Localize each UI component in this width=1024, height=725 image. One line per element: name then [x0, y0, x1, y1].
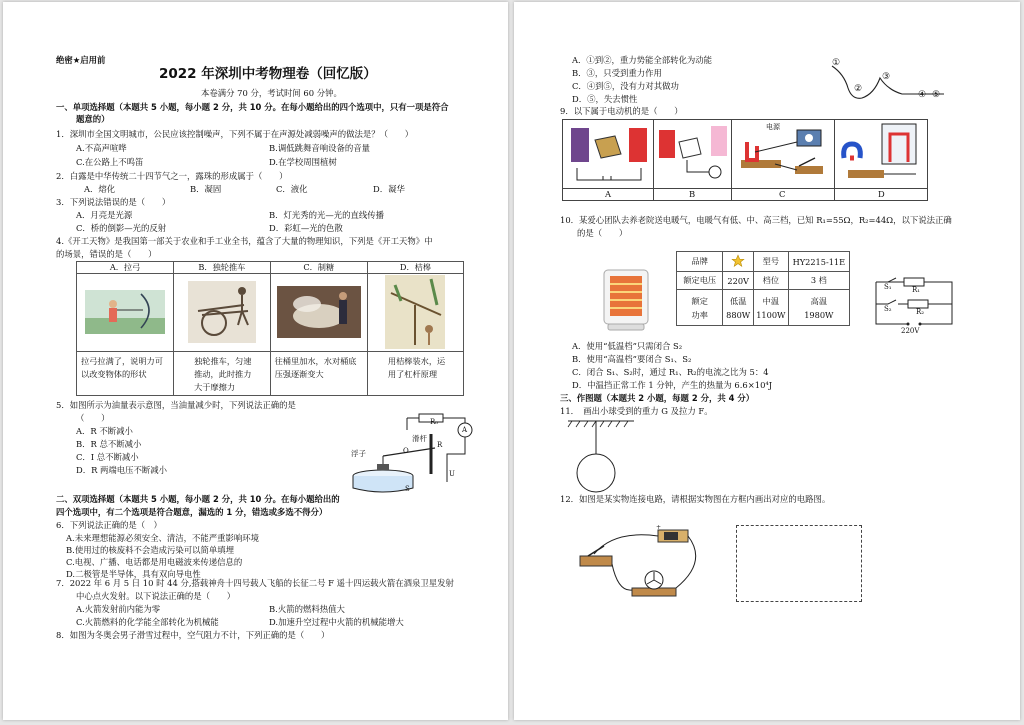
- q8-option-a: A．①到②，重力势能全部转化为动能: [572, 55, 713, 65]
- page-left: [3, 2, 508, 720]
- q5-label-r0: R₀: [430, 418, 439, 426]
- q9-option-a-image: [567, 124, 651, 186]
- q7-option-a: A.火箭发射前内能为零: [76, 604, 161, 614]
- q8-mark-4: ④: [918, 90, 927, 100]
- q7-option-d: D.加速升空过程中火箭的机械能增大: [269, 617, 404, 627]
- q4-header-b: B．独轮推车: [174, 262, 270, 274]
- secret-label: 绝密★启用前: [56, 55, 106, 65]
- q4-desc-b: [174, 352, 270, 396]
- q2-option-d: D．凝华: [373, 184, 405, 194]
- q4-header-a: A．拉弓: [77, 262, 174, 274]
- q10-voltage-value: 220V: [723, 272, 754, 290]
- q10-option-c: C．闭合 S₁、S₂时，通过 R₁、R₂的电流之比为 5：4: [572, 367, 769, 377]
- q10-stem: 10．某爱心团队去养老院送电暖气，电暖气有低、中、高三档，已知 R₁=55Ω，R₂=44Ω，以下说法正确: [560, 215, 952, 225]
- q10-circuit-s1: S₁: [884, 283, 892, 291]
- q5-label-switch: S: [405, 485, 410, 493]
- q10-low-watts: 880W: [726, 309, 751, 320]
- q8-option-c: C．④到⑤，没有力对其做功: [572, 81, 679, 91]
- q10-option-d: D．中温挡正常工作 1 分钟，产生的热量为 6.6×10⁴J: [572, 380, 773, 390]
- q2-option-b: B．凝固: [190, 184, 222, 194]
- q10-low-label: 低温: [730, 295, 747, 306]
- q10-mid: [754, 290, 789, 326]
- q11-stem: 11． 画出小球受到的重力 G 及拉力 F。: [560, 406, 713, 416]
- section-1-title: 一、单项选择题（本题共 5 小题，每小题 2 分，共 10 分。在每小题给出的四个选项中，只有一项是符合: [56, 102, 449, 112]
- q6-option-c: C.电视、广播、电话都是用电磁波来传递信息的: [66, 557, 243, 567]
- q3-option-c: C．桥的倒影—光的反射: [76, 223, 167, 233]
- q10-circuit-r1: R₁: [912, 286, 921, 294]
- q3-stem: 3．下列说法错误的是（ ）: [56, 197, 171, 207]
- q12-stem: 12．如图是某实物连接电路，请根据实物图在方框内画出对应的电路图。: [560, 494, 831, 504]
- q6-option-d: D.二极管是半导体，具有双向导电性: [66, 569, 201, 579]
- q4-header-c: C．制糖: [270, 262, 367, 274]
- q9-option-c: C: [779, 189, 786, 199]
- q10-model-label: 型号: [754, 252, 789, 272]
- q11-pendulum-diagram: [566, 417, 636, 497]
- q12-physical-circuit: [574, 522, 714, 602]
- q9-stem: 9．以下属于电动机的是（ ）: [560, 106, 683, 116]
- q10-high-watts: 1980W: [804, 309, 834, 320]
- q3-option-d: D．彩虹—光的色散: [269, 223, 343, 233]
- q5-option-c: C．I 总不断减小: [76, 452, 139, 462]
- q5-option-a: A．R 不断减小: [76, 426, 133, 436]
- q10-circuit-voltage: 220V: [901, 327, 920, 335]
- q9-power-label: 电源: [766, 123, 780, 131]
- q2-option-a: A．熔化: [84, 184, 116, 194]
- q4-desc-b-line1: 独轮推车，匀速: [194, 356, 252, 366]
- q6-option-a: A.未来理想能源必须安全、清洁，不能严重影响环境: [66, 533, 259, 543]
- q7-option-c: C.火箭燃料的化学能全部转化为机械能: [76, 617, 219, 627]
- q5-option-b: B．R 总不断减小: [76, 439, 142, 449]
- q10-gear-label: 档位: [754, 272, 789, 290]
- q5-stem: 5．如图所示为油量表示意图，当油量减少时，下列说法正确的是: [56, 400, 296, 410]
- q9-option-d-image: [838, 122, 924, 186]
- q2-stem: 2．白露是中华传统二十四节气之一，露珠的形成属于（ ）: [56, 171, 288, 181]
- well-sweep-image: [385, 275, 445, 349]
- page-title: 2022 年深圳中考物理卷（回忆版）: [159, 66, 377, 82]
- sugar-making-image: [277, 286, 361, 338]
- q3-option-a: A．月亮是光源: [76, 210, 133, 220]
- q5-label-voltage: U: [449, 470, 455, 478]
- q10-circuit-s2: S₂: [884, 305, 892, 313]
- q10-mid-label: 中温: [762, 295, 780, 306]
- q1-option-d: D.在学校周围植树: [269, 157, 337, 167]
- q8-mark-5: ⑤: [932, 90, 941, 100]
- q4-image-sugar: [270, 274, 367, 352]
- q10-power-label-line1: 额定: [691, 295, 708, 306]
- q6-stem: 6．下列说法正确的是（ ）: [56, 520, 162, 530]
- q4-desc-c-line1: 往桶里加水，水对桶底: [274, 356, 357, 366]
- q4-desc-d-line1: 用桔槔装水，运: [387, 356, 446, 366]
- q10-spec-table: [676, 251, 850, 326]
- q5-label-lever: 滑杆: [412, 434, 427, 443]
- q10-circuit-r2: R₂: [916, 308, 925, 316]
- svg-text:+: +: [656, 524, 662, 531]
- q4-desc-a: [77, 352, 174, 396]
- q12-answer-box[interactable]: [736, 525, 862, 602]
- q4-desc-b-line2: 推动，此时推力: [194, 369, 252, 379]
- section-2-title: 二、双项选择题（本题共 5 小题，每小题 2 分，共 10 分。在每小题给出的: [56, 494, 340, 504]
- q4-desc-c: [270, 352, 367, 396]
- q9-option-b: B: [689, 189, 696, 199]
- q10-option-a: A．使用“低温档”只需闭合 S₂: [572, 341, 683, 351]
- q8-mark-1: ①: [832, 58, 841, 68]
- star-icon: [731, 254, 745, 268]
- q7-stem: 7．2022 年 6 月 5 日 10 时 44 分,搭载神舟十四号载人飞船的长征二号 F 遥十四运载火箭在酒泉卫星发射: [56, 578, 454, 588]
- q10-high-label: 高温: [810, 295, 828, 306]
- q5-option-d: D．R 两端电压不断减小: [76, 465, 168, 475]
- section-1-title-cont: 题意的）: [76, 114, 110, 124]
- q5-bracket: （ ）: [76, 413, 110, 423]
- q10-power-label-line2: 功率: [691, 309, 708, 320]
- wheelbarrow-image: [188, 281, 256, 343]
- archery-image: [85, 290, 165, 334]
- q10-power-label: [677, 290, 723, 326]
- q4-image-well-sweep: [367, 274, 463, 352]
- q4-desc-d-line2: 用了杠杆原理: [387, 369, 438, 379]
- q4-image-archery: [77, 274, 174, 352]
- q4-stem: 4.《开工天物》是我国第一部关于农业和手工业全书，蕴含了大量的物理知识，下列是《开工天物》中: [56, 236, 433, 246]
- q10-mid-watts: 1100W: [756, 309, 786, 320]
- q4-stem-cont: 的场景，错误的是（ ）: [56, 249, 157, 259]
- q4-desc-a-line1: 拉弓拉满了，说明力可: [81, 356, 163, 366]
- q4-desc-d: [367, 352, 463, 396]
- q10-voltage-label: 额定电压: [677, 272, 723, 290]
- q9-figure: [562, 119, 928, 201]
- q10-brand-label: 品牌: [677, 252, 723, 272]
- q1-option-b: B.调低跳舞音响设备的音量: [269, 143, 370, 153]
- q10-stem-cont: 的是（ ）: [577, 228, 628, 238]
- q2-option-c: C．液化: [276, 184, 308, 194]
- q5-label-ammeter: A: [462, 426, 468, 434]
- q4-header-d: D．桔槔: [367, 262, 463, 274]
- section-3-title: 三、作图题（本题共 2 小题，每题 2 分，共 4 分）: [560, 393, 755, 403]
- q1-option-a: A.不高声喧哗: [76, 143, 127, 153]
- exam-info: 本卷满分 70 分，考试时间 60 分钟。: [201, 88, 342, 98]
- q5-label-float: 浮子: [351, 449, 366, 458]
- q10-model-value: HY2215-11E: [788, 252, 849, 272]
- q4-desc-a-line2: 以改变物体的形状: [81, 369, 147, 379]
- q7-option-b: B.火箭的燃料热值大: [269, 604, 345, 614]
- q10-option-b: B．使用“高温档”要闭合 S₁、S₂: [572, 354, 692, 364]
- q4-image-wheelbarrow: [174, 274, 270, 352]
- q9-option-a: A: [605, 189, 612, 199]
- q9-option-c-image: [735, 122, 831, 186]
- q8-mark-3: ③: [882, 72, 891, 82]
- q4-desc-b-line3: 大于摩擦力: [194, 382, 236, 392]
- q8-stem: 8．如图为冬奥会男子滑雪过程中，空气阻力不计，下列正确的是（ ）: [56, 630, 330, 640]
- q1-stem: 1．深圳市全国文明城市，公民应该控制噪声，下列不属于在声源处减弱噪声的做法是？（ ）: [56, 129, 414, 139]
- q9-option-b-image: [657, 124, 729, 186]
- q10-circuit-diagram: [868, 270, 958, 332]
- q9-option-d: D: [878, 189, 885, 199]
- q10-gear-value: 3 档: [788, 272, 849, 290]
- q1-option-c: C.在公路上不鸣笛: [76, 157, 144, 167]
- q4-desc-c-line2: 压强逐渐变大: [274, 369, 324, 379]
- q5-label-pivot: O: [403, 447, 409, 455]
- q10-high: [788, 290, 849, 326]
- section-2-title-cont: 四个选项中，有二个选项是符合题意，漏选的 1 分，错选或多选不得分）: [56, 507, 328, 517]
- page-right: [514, 2, 1020, 720]
- q8-mark-2: ②: [854, 84, 863, 94]
- q7-stem-cont: 中心点火发射。以下说法正确的是（ ）: [76, 591, 236, 601]
- q6-option-b: B.使用过的核废料不会造成污染可以简单填埋: [66, 545, 234, 555]
- q8-option-b: B．③，只受到重力作用: [572, 68, 662, 78]
- q3-option-b: B．灯光秀的光—光的直线传播: [269, 210, 385, 220]
- q8-option-d: D．⑤，失去惯性: [572, 94, 638, 104]
- q4-table: [76, 261, 464, 396]
- q10-heater-image: [600, 268, 652, 334]
- q10-low: [723, 290, 754, 326]
- q5-label-resistor: R: [437, 441, 443, 449]
- q10-brand-star: [723, 252, 754, 272]
